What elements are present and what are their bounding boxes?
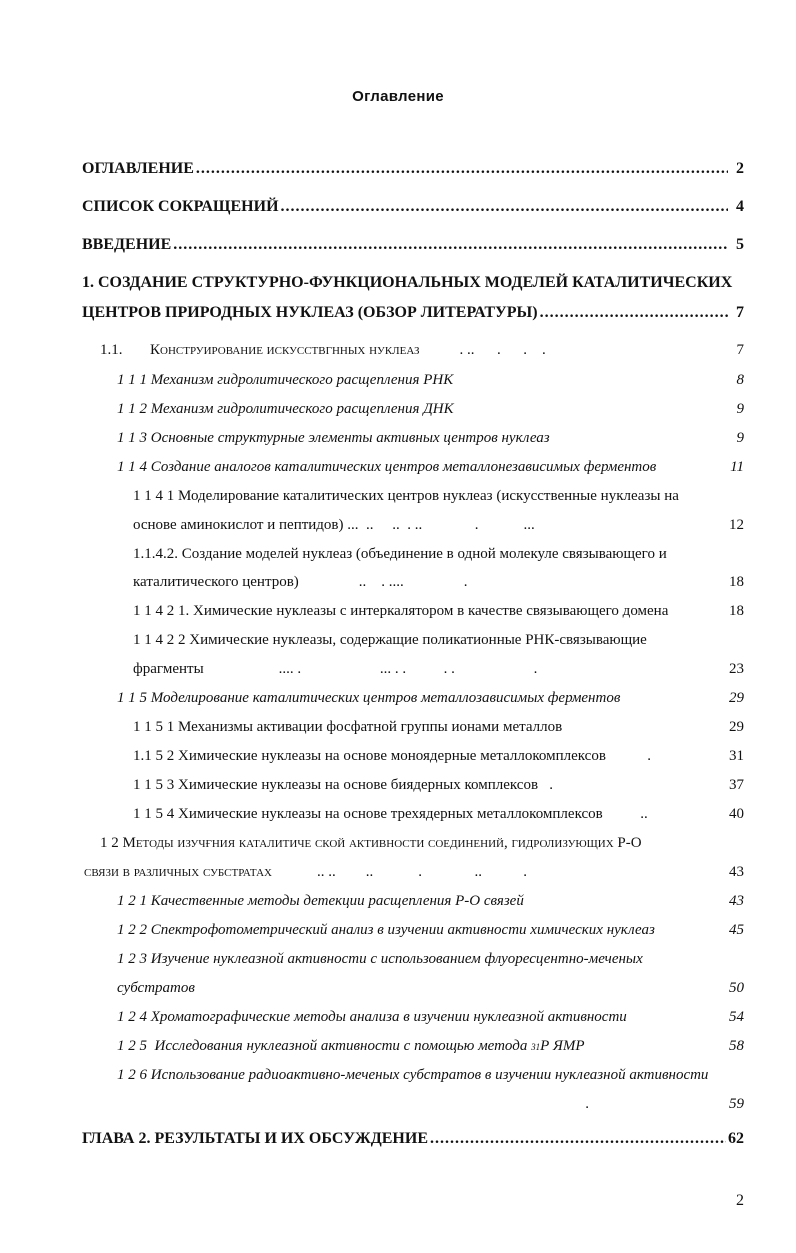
toc-entry-1-1-4-2-2-line1[interactable] (133, 632, 744, 649)
toc-page-number: 8 (736, 372, 744, 388)
toc-entry-title: 1 2 3 Изучение нуклеазной активности с использованием флуоресцентно-меченых (117, 951, 643, 967)
toc-page-number: 62 (728, 1130, 744, 1147)
toc-entry-1-2-3[interactable] (117, 980, 744, 997)
toc-entry-oglavlenie[interactable] (82, 160, 744, 178)
toc-entry-title: 1 2 6 Использование радиоактивно-меченых субстратов в изучении нуклеазной активности (117, 1067, 709, 1083)
toc-entry-1-1-2[interactable] (117, 401, 744, 418)
superscript-isotope: 31 (531, 1042, 541, 1052)
toc-entry-spisok[interactable] (82, 198, 744, 216)
toc-page-number: 29 (729, 690, 744, 706)
toc-page-number: 54 (729, 1009, 744, 1025)
toc-entry-section-1-2[interactable] (84, 864, 744, 881)
toc-entry-1-2-1[interactable] (117, 893, 744, 910)
toc-entry-title: 1 1 1 Механизм гидролитического расщепления РНК (117, 372, 454, 388)
toc-entry-1-1-4-2-1[interactable] (133, 603, 744, 620)
toc-entry-1-1-4[interactable] (117, 459, 744, 476)
toc-entry-title: 1. СОЗДАНИЕ СТРУКТУРНО-ФУНКЦИОНАЛЬНЫХ МОДЕЛЕЙ КАТАЛИТИЧЕСКИХ (82, 274, 733, 291)
toc-entry-title: 1 1 5 4 Химические нуклеазы на основе трехядерных металлокомплексов (133, 806, 603, 822)
toc-entry-title: каталитического центров) (133, 574, 299, 590)
dot-leader (281, 198, 728, 216)
dot-leader (173, 236, 728, 254)
toc-entry-title: 1 1 5 Моделирование каталитических центров металлозависимых ферментов (117, 690, 621, 706)
toc-entry-1-1-4-1-line1[interactable] (133, 488, 744, 505)
toc-entry-section-1-2-line1[interactable] (100, 835, 744, 852)
toc-page-number: 12 (729, 517, 744, 533)
toc-page-number: 40 (729, 806, 744, 822)
toc-entry-title: ЦЕНТРОВ ПРИРОДНЫХ НУКЛЕАЗ (ОБЗОР ЛИТЕРАТУРЫ) (82, 304, 538, 321)
toc-page-number: 59 (729, 1096, 744, 1112)
dot-leader (430, 1130, 726, 1148)
toc-entry-title: 1 2 5 Исследования нуклеазной активности с помощью метода (117, 1038, 532, 1054)
toc-page-number: 18 (729, 603, 744, 619)
toc-entry-title: ОГЛАВЛЕНИЕ (82, 160, 194, 177)
toc-page-number: 37 (729, 777, 744, 793)
toc-entry-1-1-5-4[interactable] (133, 806, 744, 823)
scan-dots: . (538, 777, 554, 793)
scan-dots: . (605, 748, 651, 764)
toc-entry-1-1-5-2[interactable] (133, 748, 744, 765)
scan-dots: .. (602, 806, 648, 822)
toc-entry-1-1-4-2[interactable] (133, 574, 744, 591)
toc-entry-1-1-5-1[interactable] (133, 719, 744, 736)
toc-entry-1-2-4[interactable] (117, 1009, 744, 1026)
toc-entry-title: ГЛАВА 2. РЕЗУЛЬТАТЫ И ИХ ОБСУЖДЕНИЕ (82, 1130, 428, 1147)
toc-entry-title: 1 1 4 2 2 Химические нуклеазы, содержащие поликатионные РНК-связывающие (133, 632, 647, 648)
toc-page-number: 43 (729, 893, 744, 909)
toc-entry-1-1-5[interactable] (117, 690, 744, 707)
toc-entry-title: 1 1 5 1 Механизмы активации фосфатной группы ионами металлов (133, 719, 563, 735)
toc-entry-1-1-1[interactable] (117, 372, 744, 389)
toc-page-number: 43 (729, 864, 744, 880)
toc-page-number: 31 (729, 748, 744, 764)
toc-entry-1-1-3[interactable] (117, 430, 744, 447)
toc-entry-title: СПИСОК СОКРАЩЕНИЙ (82, 198, 279, 215)
toc-entry-title: 1 2 4 Хроматографические методы анализа в изучении нуклеазной активности (117, 1009, 627, 1025)
toc-page-number: 18 (729, 574, 744, 590)
toc-entry-vvedenie[interactable] (82, 236, 744, 254)
toc-page-number: 29 (729, 719, 744, 735)
toc-page-number: 9 (736, 401, 744, 417)
toc-page-number: 23 (729, 661, 744, 677)
toc-entry-title: 1 2 1 Качественные методы детекции расщепления Р-О связей (117, 893, 524, 909)
toc-entry-title: 1 1 3 Основные структурные элементы активных центров нуклеаз (117, 430, 550, 446)
toc-page-number: 9 (736, 430, 744, 446)
toc-entry-1-1-4-1[interactable] (133, 517, 744, 534)
toc-page-number: 7 (736, 342, 744, 358)
toc-entry-title-suffix: Р ЯМР (540, 1038, 585, 1054)
toc-entry-title: связи в различных субстратах (84, 864, 272, 880)
scan-dots: .. .. .. . .. . (271, 864, 527, 880)
toc-entry-chapter1[interactable] (82, 304, 744, 322)
toc-entry-title: ВВЕДЕНИЕ (82, 236, 172, 253)
toc-entry-title: 1 1 4 Создание аналогов каталитических центров металлонезависимых ферментов (117, 459, 657, 475)
toc-entry-title: 1 1 4 2 1. Химические нуклеазы с интеркалятором в качестве связывающего домена (133, 603, 669, 619)
scan-dots: . (585, 1096, 589, 1112)
toc-entry-title: 1 1 5 3 Химические нуклеазы на основе биядерных комплексов (133, 777, 539, 793)
toc-entry-title: фрагменты (133, 661, 204, 677)
toc-page-number: 11 (730, 459, 744, 475)
toc-entry-title: 1 1 2 Механизм гидролитического расщепления ДНК (117, 401, 454, 417)
toc-section-number: 1.1. (100, 342, 123, 358)
dot-leader (540, 304, 728, 322)
toc-entry-1-2-2[interactable] (117, 922, 744, 939)
toc-entry-1-2-3-line1[interactable] (117, 951, 744, 968)
toc-entry-chapter1-line1[interactable] (82, 274, 744, 292)
toc-entry-title: 1 1 4 1 Моделирование каталитических центров нуклеаз (искусственные нуклеазы на (133, 488, 679, 504)
toc-entry-1-2-6-line1[interactable] (117, 1067, 744, 1084)
toc-entry-title: 1 2 Методы изучғния каталитиче ской активности соединений, гидролизующих Р-О (100, 835, 642, 851)
toc-entry-1-2-6[interactable] (117, 1096, 744, 1113)
toc-page-number: 50 (729, 980, 744, 996)
toc-page-number: 58 (729, 1038, 744, 1054)
toc-entry-title: Конструирование искусствгнных нуклеаз (150, 342, 420, 358)
page-title: Оглавление (352, 88, 444, 105)
toc-page-number: 7 (736, 304, 744, 321)
dot-leader (196, 160, 728, 178)
toc-entry-1-1-4-2-2[interactable] (133, 661, 744, 678)
scan-dots: .. . .... . (298, 574, 468, 590)
toc-entry-section-1-1[interactable] (100, 342, 744, 359)
scan-dots: . .. . . . (459, 342, 546, 358)
toc-entry-title: 1.1.4.2. Создание моделей нуклеаз (объединение в одной молекуле связывающего и (133, 546, 667, 562)
toc-entry-title: основе аминокислот и пептидов) (133, 517, 344, 533)
toc-page-number: 2 (736, 160, 744, 177)
toc-entry-1-1-4-2-line1[interactable] (133, 546, 744, 563)
toc-entry-title: 1 2 2 Спектрофотометрический анализ в изучении активности химических нуклеаз (117, 922, 655, 938)
page-number: 2 (736, 1192, 744, 1209)
toc-page-number: 45 (729, 922, 744, 938)
toc-entry-title: субстратов (117, 980, 195, 996)
toc-entry-1-1-5-3[interactable] (133, 777, 744, 794)
toc-page-number: 4 (736, 198, 744, 215)
toc-entry-1-2-5[interactable] (117, 1038, 744, 1055)
toc-entry-title: 1.1 5 2 Химические нуклеазы на основе моноядерные металлокомплексов (133, 748, 606, 764)
scan-dots: ... .. .. . .. . ... (343, 517, 535, 533)
toc-page-number: 5 (736, 236, 744, 253)
toc-entry-chapter2[interactable] (82, 1130, 744, 1148)
scan-dots: .... . ... . . . . . (203, 661, 538, 677)
